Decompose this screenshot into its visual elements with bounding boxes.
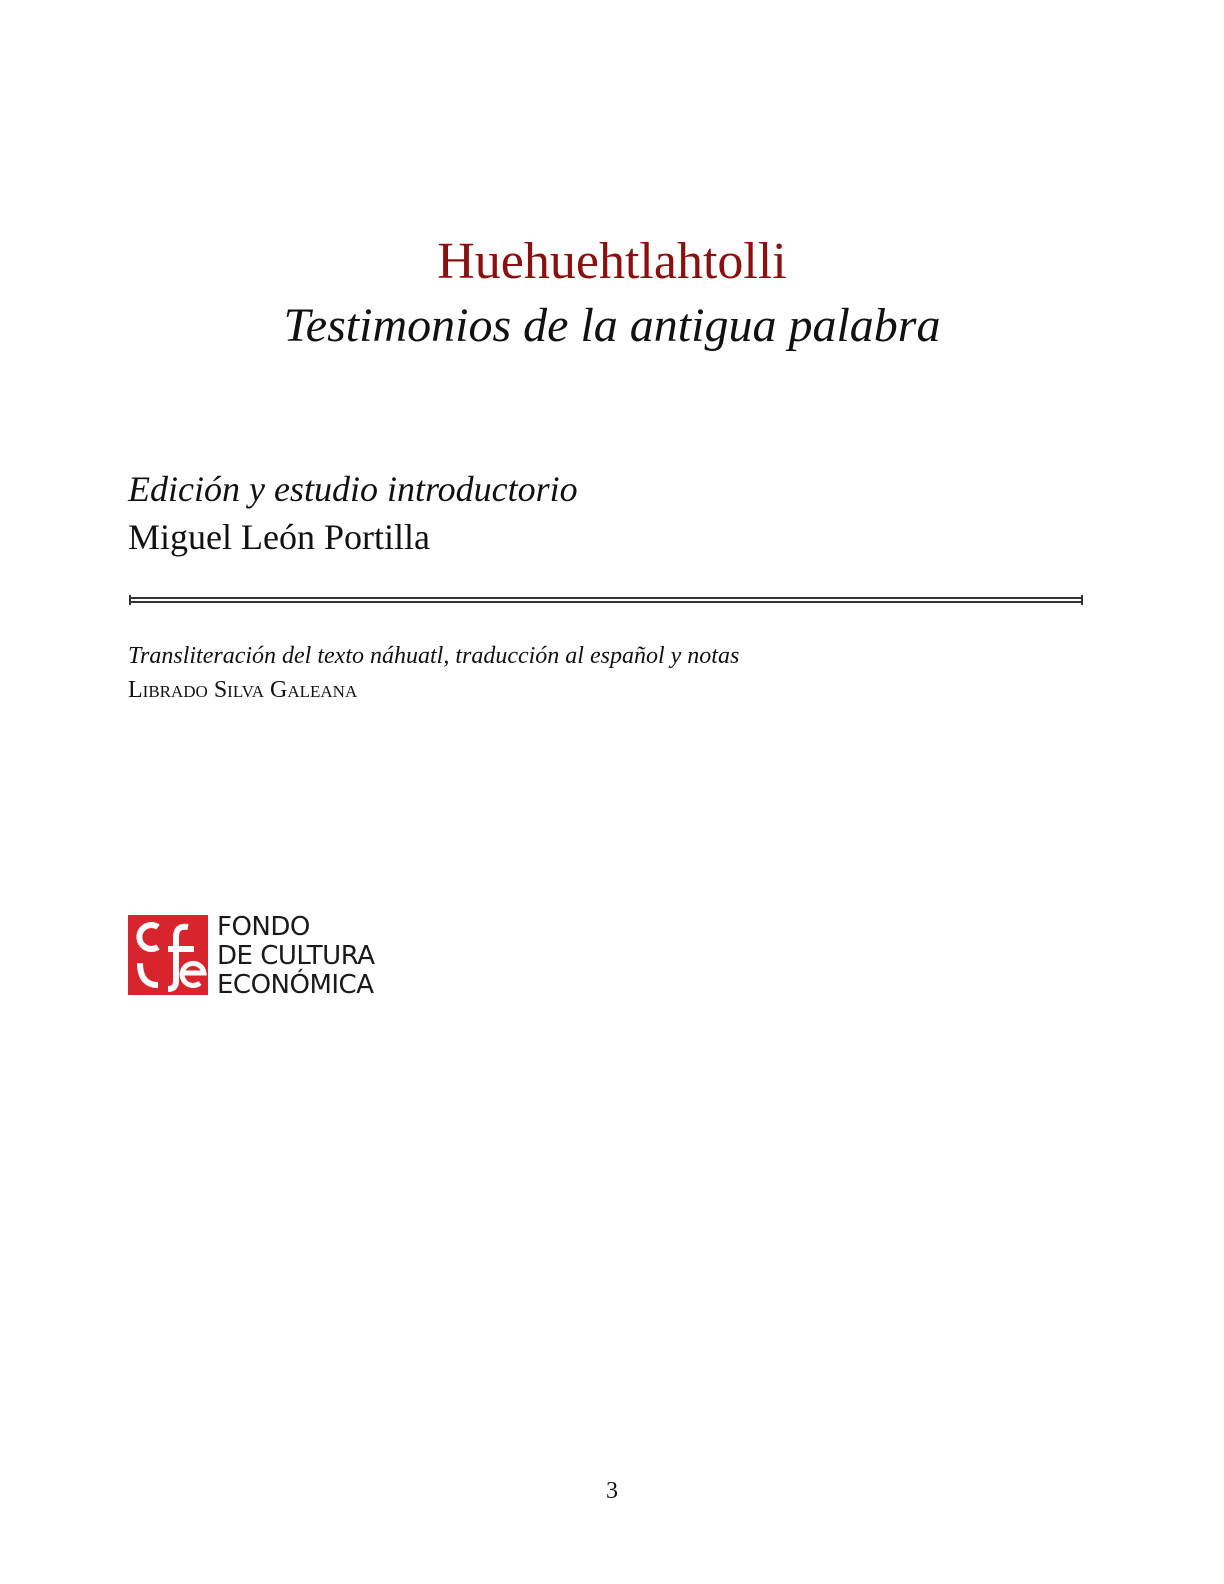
editor-name: Miguel León Portilla [128,517,430,557]
divider-rule [129,595,1083,605]
publisher-line: ECONÓMICA [217,970,374,1000]
page-number: 3 [606,1478,618,1504]
translator-name: Librado Silva Galeana [128,677,358,703]
publisher-name [217,913,375,1000]
publisher-line: FONDO [217,912,310,942]
transliteration-label: Transliteración del texto náhuatl, traducción al español y notas [128,643,740,669]
publisher-line: DE CULTURA [217,941,375,971]
publisher-logo-icon [128,915,208,995]
book-subtitle: Testimonios de la antigua palabra [283,299,941,352]
edition-label: Edición y estudio introductorio [128,469,578,509]
book-title: Huehuehtlahtolli [437,233,787,290]
